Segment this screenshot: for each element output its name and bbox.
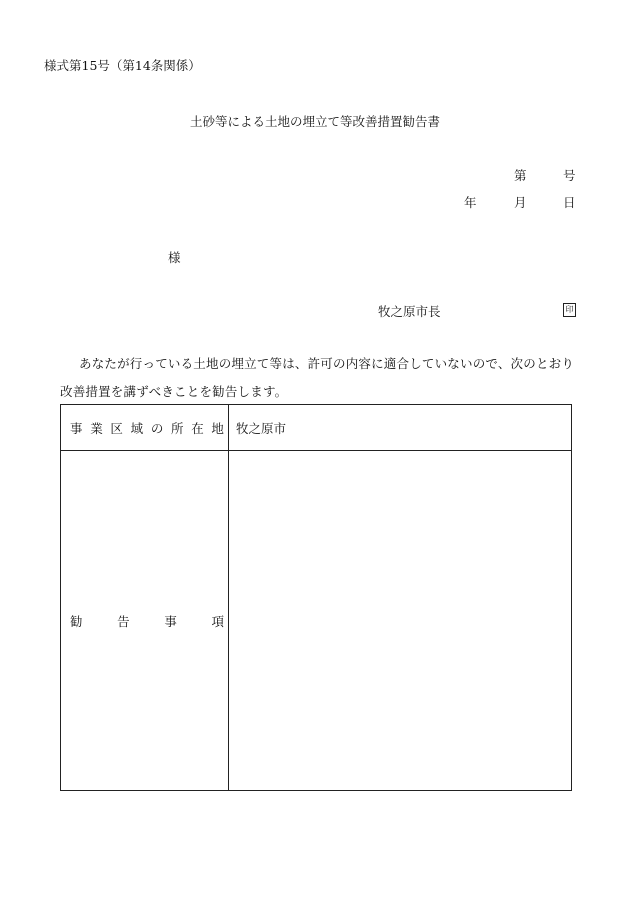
date-day-label: 日 [563,195,576,210]
date-year-label: 年 [464,195,477,210]
recommendation-items-label [70,612,224,630]
label-char: 在 [191,421,204,436]
label-char: 所 [171,421,184,436]
label-char: の [150,421,164,436]
document-number-prefix: 第 [514,168,527,183]
label-char: 勧 [70,614,83,629]
addressee-honorific: 様 [168,250,181,265]
form-number: 様式第15号（第14条関係） [44,58,201,73]
recommendation-items-value[interactable] [229,451,571,790]
project-area-location-value[interactable]: 牧之原市 [236,421,287,436]
issuer-name: 牧之原市長 [378,304,441,319]
seal-mark: 印 [563,303,576,317]
label-char: 地 [211,421,224,436]
label-char: 事 [70,421,83,436]
document-title: 土砂等による土地の埋立て等改善措置勧告書 [189,114,440,129]
body-text: あなたが行っている土地の埋立て等は、許可の内容に適合していないので、次のとおり改善措置を講ずべきことを勧告します。 [60,356,575,399]
label-char: 業 [90,421,103,436]
label-char: 区 [110,421,123,436]
label-char: 告 [117,614,130,629]
document-number-suffix: 号 [563,168,576,183]
label-char: 項 [211,614,224,629]
recommendation-table [60,404,572,791]
project-area-location-label [70,419,224,437]
label-char: 域 [130,421,144,436]
label-char: 事 [164,614,177,629]
date-month-label: 月 [514,195,527,210]
